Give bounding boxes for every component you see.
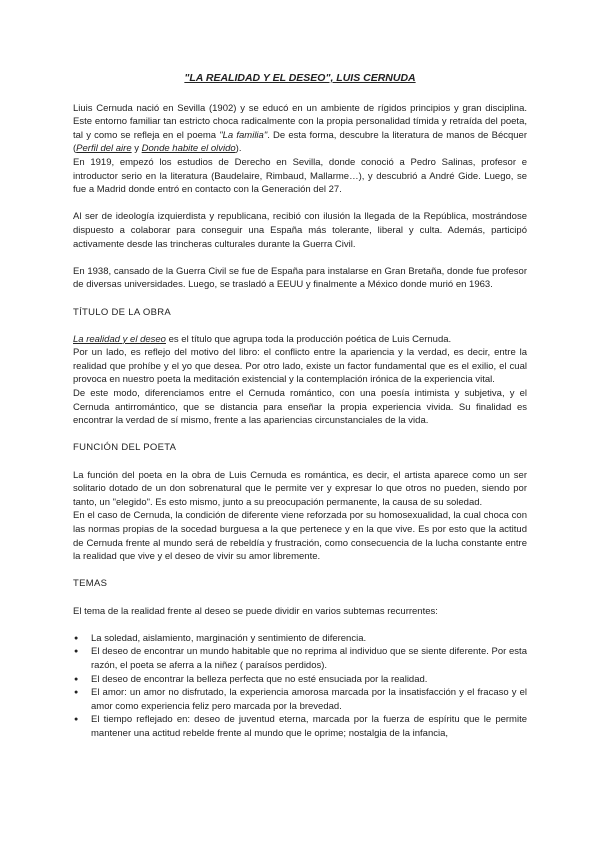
titulo-text-rest: es el título que agrupa toda la producción poética de Luis Cernuda. [165,333,452,345]
work-title-la-realidad-y-el-deseo: La realidad y el deseo [73,333,166,345]
book-title-donde-habite-el-olvido: Donde habite el olvido [141,143,236,155]
temas-intro: El tema de la realidad frente al deseo se puede dividir en varios subtemas recurrentes: [73,605,438,617]
funcion-paragraph-1: La función del poeta en la obra de Luis Cernuda es romántica, es decir, el artista aparece como un ser solitario dotado de un don sobrenatural que le permite ver y expresar lo que otros no pueden, siendo por tanto, un "elegido". Es esto mismo, junto a su preocupación permanente, la causa de su soledad. [73,469,527,508]
document-title: "LA REALIDAD Y EL DESEO", LUIS CERNUDA [184,72,416,84]
list-item: ● El deseo de encontrar un mundo habitable que no reprima al individuo que se siente diferente. Por esta razón, el poeta se aferra a la niñez ( paraísos perdidos). [91,645,527,672]
poem-title-la-familia: "La familia" [219,129,268,141]
titulo-paragraph-1 [73,333,527,347]
list-item: ● La soledad, aislamiento, marginación y sentimiento de diferencia. [91,632,527,646]
bio-paragraph-1 [73,102,527,156]
bio-paragraph-4: En 1938, cansado de la Guerra Civil se fue de España para instalarse en Gran Bretaña, donde fue profesor de diversas universidades. Luego, se trasladó a EEUU y finalmente a México donde murió en 1963. [73,265,527,291]
funcion-paragraph-2: En el caso de Cernuda, la condición de diferente viene reforzada por su homosexualidad, la cual choca con las normas propias de la socedad burguesa a la que pertenece y en la que vive. Es por esto que la actitud de Cernuda frente al mundo será de rebeldía y frustración, como consecuencia de la lucha constante entre la realidad que vive y el deseo de vivir su amor libremente. [73,510,527,563]
bio-text-b: . De esta forma, descubre la literatura de manos de Bécquer ( [73,129,527,155]
list-item: ● El tiempo reflejado en: deseo de juventud eterna, marcada por la fuerza de espíritu que le permite mantener una actitud rebelde frente al mundo que le oprime; nostalgia de la infancia, [91,713,527,740]
book-title-perfil-del-aire: Perfil del aire [76,143,132,155]
bio-text-d: ). [235,143,242,155]
list-item: ● El deseo de encontrar la belleza perfecta que no esté ensuciada por la realidad. [91,673,527,687]
titulo-paragraph-3: De este modo, diferenciamos entre el Cernuda romántico, con una poesía intimista y subjetiva, y el Cernuda antirromántico, que se distancia para enseñar la propia experiencia vivida. Su finalidad es encontrar la verdad de sí mismo, frente a las apariencias circunstanciales de la vida. [73,388,527,427]
bio-paragraph-2: En 1919, empezó los estudios de Derecho en Sevilla, donde conoció a Pedro Salinas, profesor e introductor serio en la literatura (Baudelaire, Rimbaud, Mallarme…), y descubrió a André Gide. Luego, se fue a Madrid donde entró en contacto con la Generación del 27. [73,156,527,196]
section-heading-funcion: FUNCIÓN DEL POETA [73,442,177,454]
titulo-paragraph-2: Por un lado, es reflejo del motivo del libro: el conflicto entre la apariencia y la verdad, es decir, entre la realidad que prohíbe y el yo que desea. Por otro lado, existe un factor fundamental que es el exilio, el cual provoca en nuestro poeta la meditación existencial y la contemplación irónica de la experiencia vital. [73,347,527,386]
bio-text-a: Liuis Cernuda nació en Sevilla (1902) y se educó en un ambiente de rígidos principios y gran disciplina. Este entorno familiar tan estricto choca radicalmente con la propia personalidad tímida y retraída del poeta, tal y como se refleja en el poema [73,102,527,141]
section-heading-temas: TEMAS [73,578,108,590]
bio-text-c: y [131,143,142,155]
section-heading-titulo: TÍTULO DE LA OBRA [73,306,172,318]
temas-list [73,632,527,741]
bio-paragraph-3: Al ser de ideología izquierdista y republicana, recibió con ilusión la llegada de la República, mostrándose dispuesto a colaborar para conseguir una España más tolerante, liberal y culta. Además, participó activamente desde las trincheras culturales durante la Guerra Civil. [73,211,527,250]
list-item: ● El amor: un amor no disfrutado, la experiencia amorosa marcada por la insatisfacción y el fracaso y el amor como experiencia feliz pero marcada por la brevedad. [91,686,527,713]
